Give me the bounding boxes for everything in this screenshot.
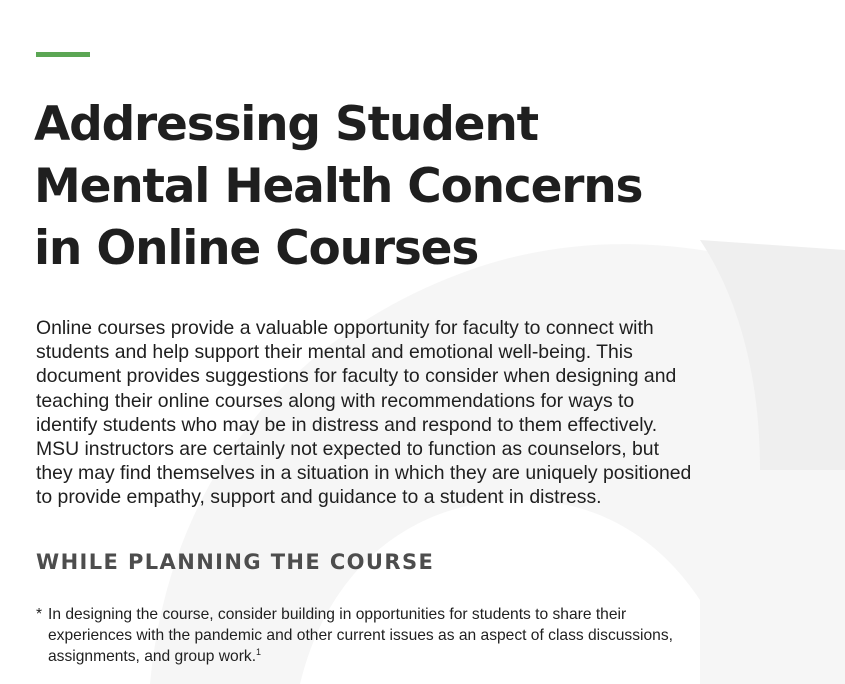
intro-paragraph xyxy=(36,316,826,510)
intro-line: teaching their online courses along with recommendations for ways to xyxy=(36,389,635,412)
accent-bar xyxy=(36,52,90,57)
page-title xyxy=(34,94,814,280)
intro-line: identify students who may be in distress and respond to them effectively. xyxy=(36,413,658,436)
bullet-line-last xyxy=(48,646,826,667)
bullet-marker: * xyxy=(36,606,43,623)
bullet-line: In designing the course, consider building in opportunities for students to share their xyxy=(48,606,627,623)
intro-line: MSU instructors are certainly not expected to function as counselors, but xyxy=(36,438,659,461)
intro-line: students and help support their mental and emotional well-being. This xyxy=(36,341,633,364)
title-line: Addressing Student xyxy=(34,97,538,152)
bullet-list xyxy=(36,604,826,667)
title-line: in Online Courses xyxy=(34,221,479,276)
intro-line: they may find themselves in a situation in which they are uniquely positioned xyxy=(36,462,692,485)
bullet-line: experiences with the pandemic and other current issues as an aspect of class discussions, xyxy=(48,627,673,644)
intro-line: to provide empathy, support and guidance to a student in distress. xyxy=(36,486,602,509)
section-heading: WHILE PLANNING THE COURSE xyxy=(36,550,435,574)
bullet-line-text: assignments, and group work. xyxy=(48,648,257,665)
footnote-reference[interactable]: 1 xyxy=(256,647,262,657)
list-item xyxy=(36,604,826,667)
intro-line: Online courses provide a valuable opportunity for faculty to connect with xyxy=(36,317,654,339)
intro-line: document provides suggestions for faculty to consider when designing and xyxy=(36,365,677,388)
title-line: Mental Health Concerns xyxy=(34,159,643,214)
